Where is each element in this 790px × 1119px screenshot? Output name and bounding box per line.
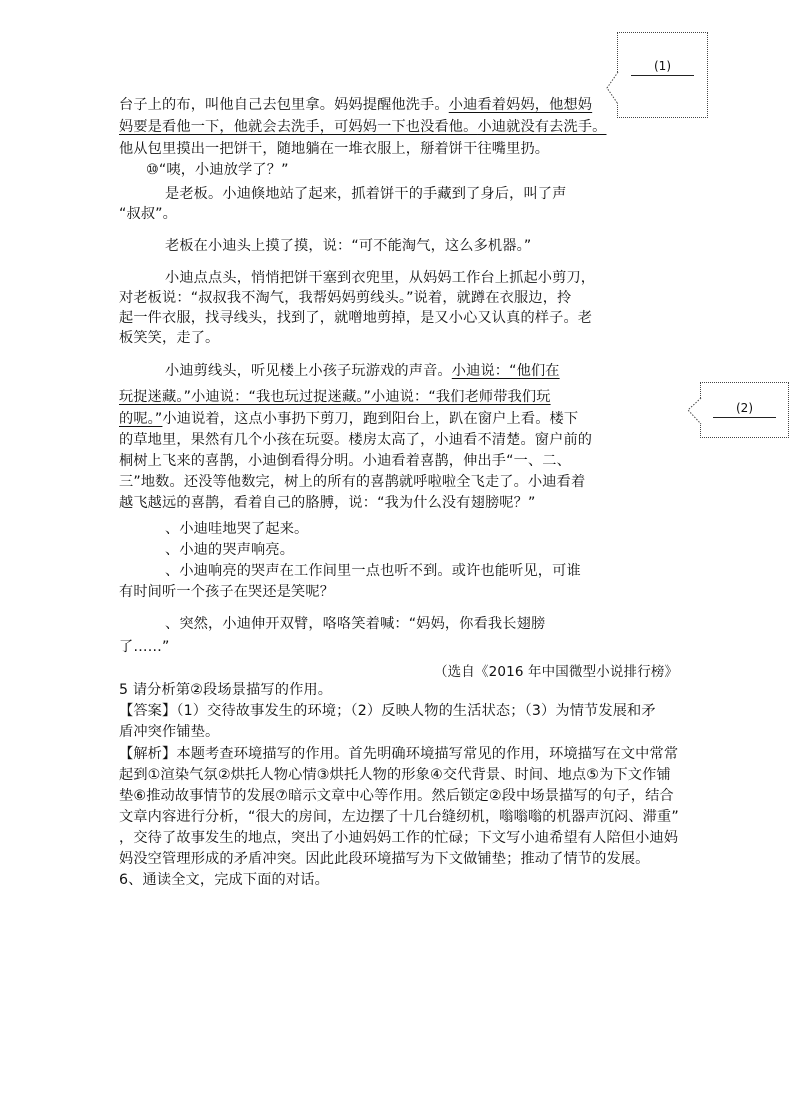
q5-answer-line-1: 【答案】（1）交待故事发生的环境；（2）反映人物的生活状态；（3）为情节发展和矛 — [119, 703, 656, 719]
passage-line-24: 了……” — [119, 639, 170, 655]
q5-analysis-line-6: 妈没空管理形成的矛盾冲突。因此此段环境描写为下文做铺垫；推动了情节的发展。 — [119, 851, 650, 867]
passage-line-20: 、小迪的哭声响亮。 — [165, 542, 295, 558]
passage-line-19 — [165, 519, 308, 539]
passage-line-10: 起一件衣服，找寻线头，找到了，就噌地剪掉，是又小心又认真的样子。老 — [119, 310, 593, 326]
passage-line-16: 桐树上飞来的喜鹊，小迪倒看得分明。小迪看着喜鹊，伸出手“一、二、 — [119, 453, 571, 469]
passage-line-18: 越飞越远的喜鹊，看着自己的胳膊，说：“我为什么没有翅膀呢？” — [119, 495, 536, 511]
passage-line-12-underlined: 小迪说：“他们在 — [451, 363, 560, 379]
passage-line-3: 他从包里摸出一把饼干，随地躺在一堆衣服上，掰着饼干往嘴里扔。 — [119, 141, 550, 157]
passage-line-1 — [119, 95, 592, 115]
passage-line-2-underlined-b: 小迪就没有去洗手。 — [477, 119, 607, 135]
callout-2-label: (2) — [736, 401, 753, 415]
passage-line-12 — [165, 361, 560, 381]
callout-2-pointer — [686, 396, 704, 426]
passage-line-12-plain: 小迪剪线头，听见楼上小孩子玩游戏的声音。 — [165, 363, 452, 379]
passage-line-14-underlined: 的呢。” — [119, 411, 163, 427]
passage-line-23: 、突然，小迪伸开双臂，咯咯笑着喊：“妈妈，你看我长翅膀 — [165, 616, 546, 632]
passage-line-11: 板笑笑，走了。 — [119, 330, 220, 346]
passage-line-17: 三”地数。还没等他数完，树上的所有的喜鹊就呼啦啦全飞走了。小迪看着 — [119, 474, 586, 490]
passage-line-2-underlined: 妈要是看他一下，他就会去洗手，可妈妈一下也没看他。 — [119, 119, 478, 135]
passage-line-2 — [119, 117, 607, 137]
annotation-callout-2 — [700, 382, 789, 438]
passage-line-1-plain: 台子上的布，叫他自己去包里拿。妈妈提醒他洗手。 — [119, 97, 449, 113]
passage-line-13 — [119, 387, 551, 407]
passage-line-21: 、小迪响亮的哭声在工作间里一点也听不到。或许也能听见，可谁 — [165, 563, 581, 579]
passage-line-15: 的草地里，果然有几个小孩在玩耍。楼房太高了，小迪看不清楚。窗户前的 — [119, 432, 593, 448]
callout-1-pointer — [605, 70, 621, 106]
annotation-callout-1 — [617, 32, 708, 118]
q5-answer-line-2: 盾冲突作铺垫。 — [119, 724, 220, 740]
callout-1-answer-line — [631, 75, 694, 76]
passage-line-7: 老板在小迪头上摸了摸，说：“可不能淘气，这么多机器。” — [165, 238, 532, 254]
q5-question: 5 请分析第②段场景描写的作用。 — [119, 682, 333, 698]
q5-analysis-line-3: 垫⑥推动故事情节的发展⑦暗示文章中心等作用。然后锁定②段中场景描写的句子，结合 — [119, 788, 674, 804]
passage-line-9: 对老板说：“叔叔我不淘气，我帮妈妈剪线头。”说着，就蹲在衣服边，拎 — [119, 290, 572, 306]
q6-question: 6、通读全文，完成下面的对话。 — [119, 872, 329, 888]
passage-line-19-text: 、小迪哇地哭了起来。 — [165, 521, 309, 537]
q5-analysis-line-5: ，交待了故事发生的地点，突出了小迪妈妈工作的忙碌；下文写小迪希望有人陪但小迪妈 — [119, 830, 679, 846]
callout-2-answer-line — [713, 417, 776, 418]
passage-line-13-underlined: 玩捉迷藏。”小迪说：“我也玩过捉迷藏。”小迪说：“我们老师带我们玩 — [119, 389, 551, 405]
callout-1-label: (1) — [654, 59, 671, 73]
q5-analysis-line-1: 【解析】本题考查环境描写的作用。首先明确环境描写常见的作用，环境描写在文中常常 — [119, 746, 679, 762]
q5-analysis-line-2: 起到①渲染气氛②烘托人物心情③烘托人物的形象④交代背景、时间、地点⑤为下文作铺 — [119, 767, 671, 783]
passage-line-22: 有时间听一个孩子在哭还是笑呢？ — [119, 584, 335, 600]
q5-analysis-line-4: 文章内容进行分析，“很大的房间，左边摆了十几台缝纫机，嗡嗡嗡的机器声沉闷、滞重” — [119, 809, 679, 825]
passage-line-8: 小迪点点头，悄悄把饼干塞到衣兜里，从妈妈工作台上抓起小剪刀， — [165, 270, 596, 286]
passage-line-5: 是老板。小迪倏地站了起来，抓着饼干的手藏到了身后，叫了声 — [165, 186, 567, 202]
passage-line-1-underlined: 小迪看着妈妈，他想妈 — [448, 97, 593, 113]
passage-line-14-plain: 小迪说着，这点小事扔下剪刀，跑到阳台上，趴在窗户上看。楼下 — [162, 411, 579, 427]
passage-line-14 — [119, 409, 578, 429]
passage-line-4: ⑩“咦，小迪放学了？” — [146, 162, 289, 178]
passage-line-6: “叔叔”。 — [119, 206, 178, 222]
passage-source: （选自《2016 年中国微型小说排行榜》 — [434, 664, 679, 680]
